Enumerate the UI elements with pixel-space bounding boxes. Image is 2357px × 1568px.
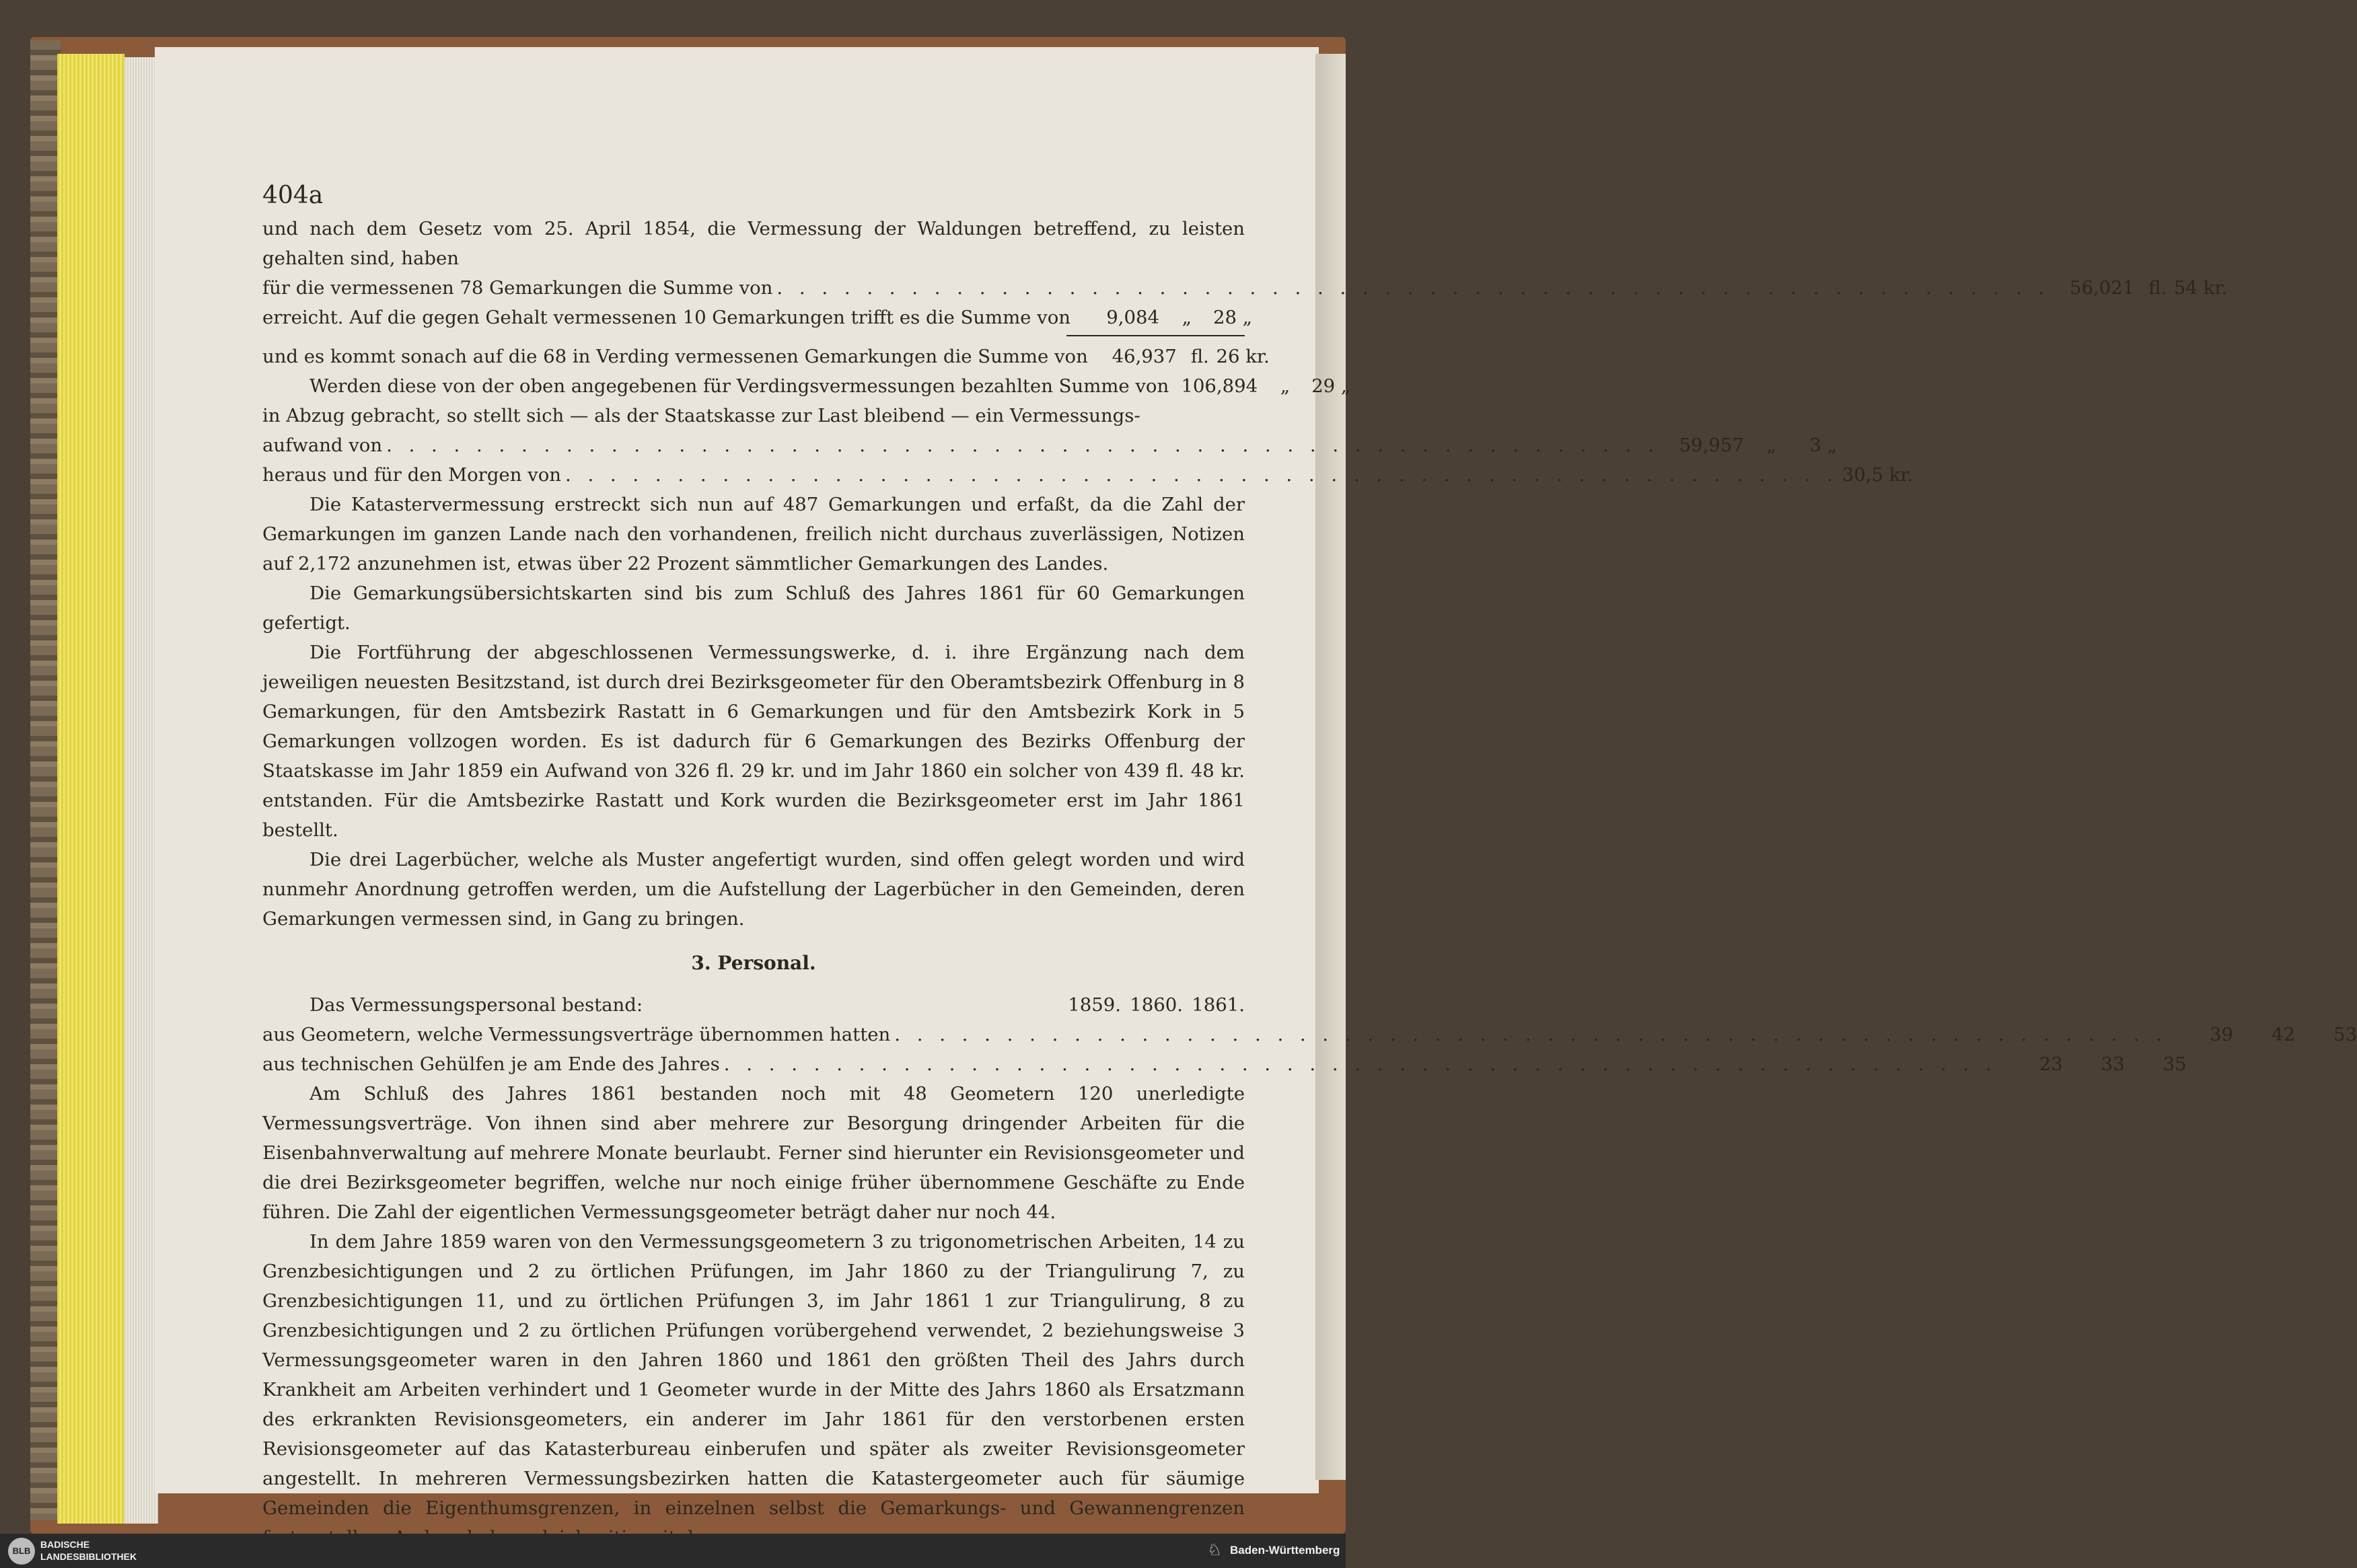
page-stack-inner: [124, 57, 158, 1524]
library-name[interactable]: BADISCHE LANDESBIBLIOTHEK: [40, 1539, 137, 1562]
footer-bar: [0, 1534, 1346, 1568]
state-name[interactable]: Baden-Württemberg: [1230, 1544, 1340, 1557]
ledger-row: heraus und für den Morgen von . . . . . . . . . . . . . . . . . . . . . . . . . . . . . . . . . . . . . . . . . . . . . . . . . . . . . . . . . 30,5 kr.: [262, 464, 1914, 486]
coat-of-arms-icon: ♘: [1207, 1541, 1222, 1559]
facing-page-edge: [1315, 54, 1346, 1480]
paragraph: Die Gemarkungsübersichtskarten sind bis zum Schluß des Jahres 1861 für 60 Gemarkungen gefertigt.: [262, 583, 1245, 634]
ledger-row: für die vermessenen 78 Gemarkungen die Summe von . . . . . . . . . . . . . . . . . . . . . . . . . . . . . . . . . . . . . . . . . . . . . . . . . . . . . . . . . 56,021 fl. 54 kr.: [262, 277, 2228, 299]
table-header-row: Das Vermessungspersonal bestand: 1859. 1860. 1861.: [310, 994, 1245, 1016]
paragraph: Die drei Lagerbücher, welche als Muster angefertigt wurden, sind offen gelegt worden und wird nunmehr Anordnung getroffen werden, um die Aufstellung der Lagerbücher in den Gemeinden, deren Gemarkungen vermessen sind, in Gang zu bringen.: [262, 849, 1245, 930]
paragraph: Die Fortführung der abgeschlossenen Vermessungswerke, d. i. ihre Ergänzung nach dem jeweiligen neuesten Besitzstand, ist durch drei Bezirksgeometer für den Oberamtsbezirk Offenburg in 8 Gemarkungen, für den Amtsbezirk Rastatt in 6 Gemarkungen und für den Amtsbezirk Kork in 5 Gemarkungen vollzogen worden. Es ist dadurch für 6 Gemarkungen des Bezirks Offenburg der Staatskasse im Jahr 1859 ein Aufwand von 326 fl. 29 kr. und im Jahr 1860 ein solcher von 439 fl. 48 kr. entstanden. Für die Amtsbezirke Rastatt und Kork wurden die Bezirksgeometer erst im Jahr 1861 bestellt.: [262, 642, 1245, 841]
section-heading: 3. Personal.: [691, 952, 816, 974]
ledger-row: Werden diese von der oben angegebenen für Verdingsvermessungen bezahlten Summe von 106,894 „ 29 „: [310, 375, 1351, 397]
table-row: aus Geometern, welche Vermessungsverträge übernommen hatten . . . . . . . . . . . . . . . . . . . . . . . . . . . . . . . . . . . . . . . . . . . . . . . . . . . . . . . . . 39 42 53: [262, 1024, 2357, 1045]
paragraph: Die Katastervermessung erstreckt sich nun auf 487 Gemarkungen und erfaßt, da die Zahl der Gemarkungen im ganzen Lande nach den vorhandenen, freilich nicht durchaus zuverlässigen, Notizen auf 2,172 anzunehmen ist, etwas über 22 Prozent sämmtlicher Gemarkungen des Landes.: [262, 494, 1245, 574]
paragraph: und nach dem Gesetz vom 25. April 1854, die Vermessung der Waldungen betreffend, zu leisten gehalten sind, haben: [262, 218, 1245, 269]
blb-logo[interactable]: BLB: [8, 1538, 35, 1565]
ledger-row: aufwand von . . . . . . . . . . . . . . . . . . . . . . . . . . . . . . . . . . . . . . . . . . . . . . . . . . . . . . . . . 59,957 „ 3 „: [262, 435, 1837, 456]
paragraph: Am Schluß des Jahres 1861 bestanden noch mit 48 Geometern 120 unerledigte Vermessungsverträge. Von ihnen sind aber mehrere zur Besorgung dringender Arbeiten für die Eisenbahnverwaltung auf mehrere Monate beurlaubt. Ferner sind hierunter ein Revisionsgeometer und die drei Bezirksgeometer begriffen, welche nur noch einige früher übernommene Geschäfte zu Ende führen. Die Zahl der eigentlichen Vermessungsgeometer beträgt daher nur noch 44.: [262, 1083, 1245, 1223]
page-stack-edge: [57, 54, 124, 1524]
paragraph: in Abzug gebracht, so stellt sich — als der Staatskasse zur Last bleibend — ein Vermessungs-: [262, 405, 1140, 426]
ledger-row: und es kommt sonach auf die 68 in Verding vermessenen Gemarkungen die Summe von 46,937 fl. 26 kr.: [262, 346, 1270, 367]
book-cover-edge: [30, 40, 61, 1520]
table-row: aus technischen Gehülfen je am Ende des Jahres . . . . . . . . . . . . . . . . . . . . . . . . . . . . . . . . . . . . . . . . . . . . . . . . . . . . . . . . . 23 33 35: [262, 1053, 2187, 1075]
page-number: 404a: [262, 182, 324, 209]
paragraph: In dem Jahre 1859 waren von den Vermessungsgeometern 3 zu trigonometrischen Arbeiten, 14 zu Grenzbesichtigungen und 2 zu örtlichen Prüfungen, im Jahr 1860 zu der Triangulirung 7, zu Grenzbesichtigungen 11, und zu örtlichen Prüfungen 3, im Jahr 1861 1 zur Triangulirung, 8 zu Grenzbesichtigungen und 2 zu örtlichen Prüfungen vorübergehend verwendet, 2 beziehungsweise 3 Vermessungsgeometer waren in den Jahren 1860 und 1861 den größten Theil des Jahrs durch Krankheit am Arbeiten verhindert und 1 Geometer wurde in der Mitte des Jahrs 1860 als Ersatzmann des erkrankten Revisionsgeometers, ein anderer im Jahr 1861 für den verstorbenen ersten Revisionsgeometer auf das Katasterbureau einberufen und später als zweiter Revisionsgeometer angestellt. In mehreren Vermessungsbezirken hatten die Katastergeometer auch für säumige Gemeinden die Eigenthumsgrenzen, in einzelnen selbst die Gemarkungs- und Gewannengrenzen: [262, 1231, 1245, 1519]
ledger-row: erreicht. Auf die gegen Gehalt vermessenen 10 Gemarkungen trifft es die Summe von 9,084 „ 28 „: [262, 307, 1252, 328]
sum-rule: [1066, 335, 1245, 336]
